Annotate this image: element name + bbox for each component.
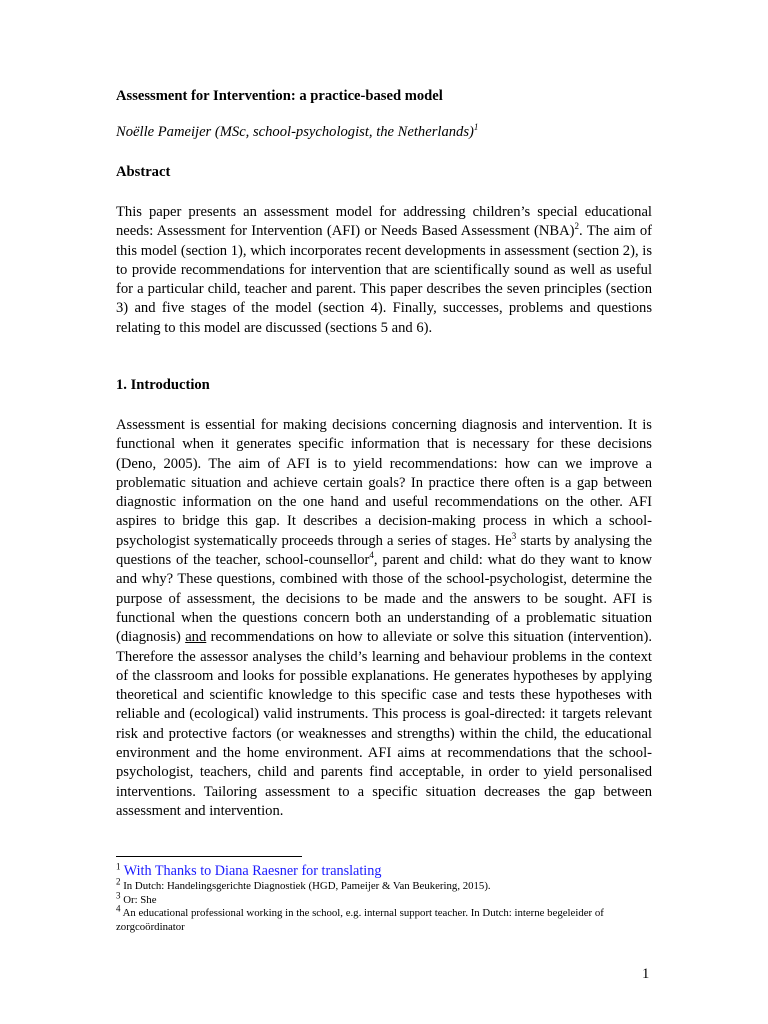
footnote-ref-3: 3 bbox=[511, 530, 517, 541]
introduction-heading: 1. Introduction bbox=[116, 377, 210, 393]
footnote-1-text[interactable]: With Thanks to Diana Raesner for translating bbox=[123, 863, 382, 879]
footnote-1 bbox=[116, 862, 652, 880]
author-line bbox=[116, 124, 478, 141]
footnote-2-text: In Dutch: Handelingsgerichte Diagnostiek (HGD, Pameijer & Van Beukering, 2015). bbox=[123, 880, 491, 892]
footnote-ref-2: 2 bbox=[574, 221, 580, 232]
intro-text-3: , parent and child: what do they want to know and why? These questions, combined with those of the school-psychologist, determine the purpose of assessment, the decisions to be made and the answers to be sought. AFI is functional when the questions concern both an understanding of a problematic situation (diagnosis) bbox=[116, 552, 652, 646]
abstract-paragraph bbox=[116, 203, 652, 338]
page-number: 1 bbox=[642, 966, 650, 982]
footnote-4-number: 4 bbox=[116, 903, 121, 914]
footnote-3-text: Or: She bbox=[123, 893, 157, 906]
paper-title: Assessment for Intervention: a practice-based model bbox=[116, 88, 443, 104]
author-name: Noëlle Pameijer (MSc, school-psychologist, the Netherlands) bbox=[116, 124, 474, 140]
footnote-3-number: 3 bbox=[116, 889, 121, 900]
abstract-text-2: . The aim of this model (section 1), which incorporates recent developments in assessment (section 2), is to provide recommendations for intervention that are scientifically sound as well as useful for a particular child, teacher and parent. This paper describes the seven principles (section 3) and five stages of the model (section 4). Finally, successes, problems and questions relating to this model are discussed (sections 5 and 6). bbox=[116, 223, 653, 336]
footnote-2 bbox=[116, 876, 652, 894]
footnotes bbox=[116, 862, 652, 934]
footnote-3 bbox=[116, 889, 652, 908]
footnote-2-number: 2 bbox=[116, 876, 121, 887]
footnote-ref-1: 1 bbox=[473, 122, 479, 133]
introduction-paragraph bbox=[116, 416, 652, 821]
footnote-4-text: An educational professional working in the school, e.g. internal support teacher. In Dutch: interne begeleider of zorgcoördinator bbox=[116, 907, 604, 933]
intro-text-4: recommendations on how to alleviate or solve this situation (intervention). Therefore the assessor analyses the child’s learning and behaviour problems in the context of the classroom and looks for possible explanations. He generates hypotheses by applying theoretical and scientific knowledge to this specific case and tests these hypotheses with reliable and (ecological) valid instruments. This process is goal-directed: it targets relevant risk and protective factors (or weaknesses and strengths) within the child, the educational environment and the home environment. AFI aims at recommendations that the school-psychologist, teachers, child and parents find acceptable, in order to yield personalised interventions. Tailoring assessment to a specific situation decreases the gap between assessment and intervention. bbox=[116, 629, 652, 819]
footnote-separator bbox=[116, 856, 302, 857]
footnote-4 bbox=[116, 903, 652, 934]
intro-text-1: Assessment is essential for making decisions concerning diagnosis and intervention. It is functional when it generates specific information that is necessary for these decisions (Deno, 2005). The aim of AFI is to yield recommendations: how can we improve a problematic situation and achieve certain goals? In practice there often is a gap between diagnostic information on the one hand and useful recommendations on the other. AFI aspires to bridge this gap. It describes a decision-making process in which a school-psychologist systematically proceeds through a series of stages. He bbox=[116, 417, 652, 549]
abstract-text-1: This paper presents an assessment model for addressing children’s special educational needs: Assessment for Intervention (AFI) or Needs Based Assessment (NBA) bbox=[116, 204, 652, 240]
intro-text-2: starts by analysing the questions of the teacher, school-counsellor bbox=[116, 532, 652, 569]
abstract-heading: Abstract bbox=[116, 164, 171, 180]
underlined-and: and bbox=[185, 629, 207, 646]
footnote-1-number: 1 bbox=[116, 861, 121, 872]
footnote-ref-4: 4 bbox=[369, 550, 374, 561]
